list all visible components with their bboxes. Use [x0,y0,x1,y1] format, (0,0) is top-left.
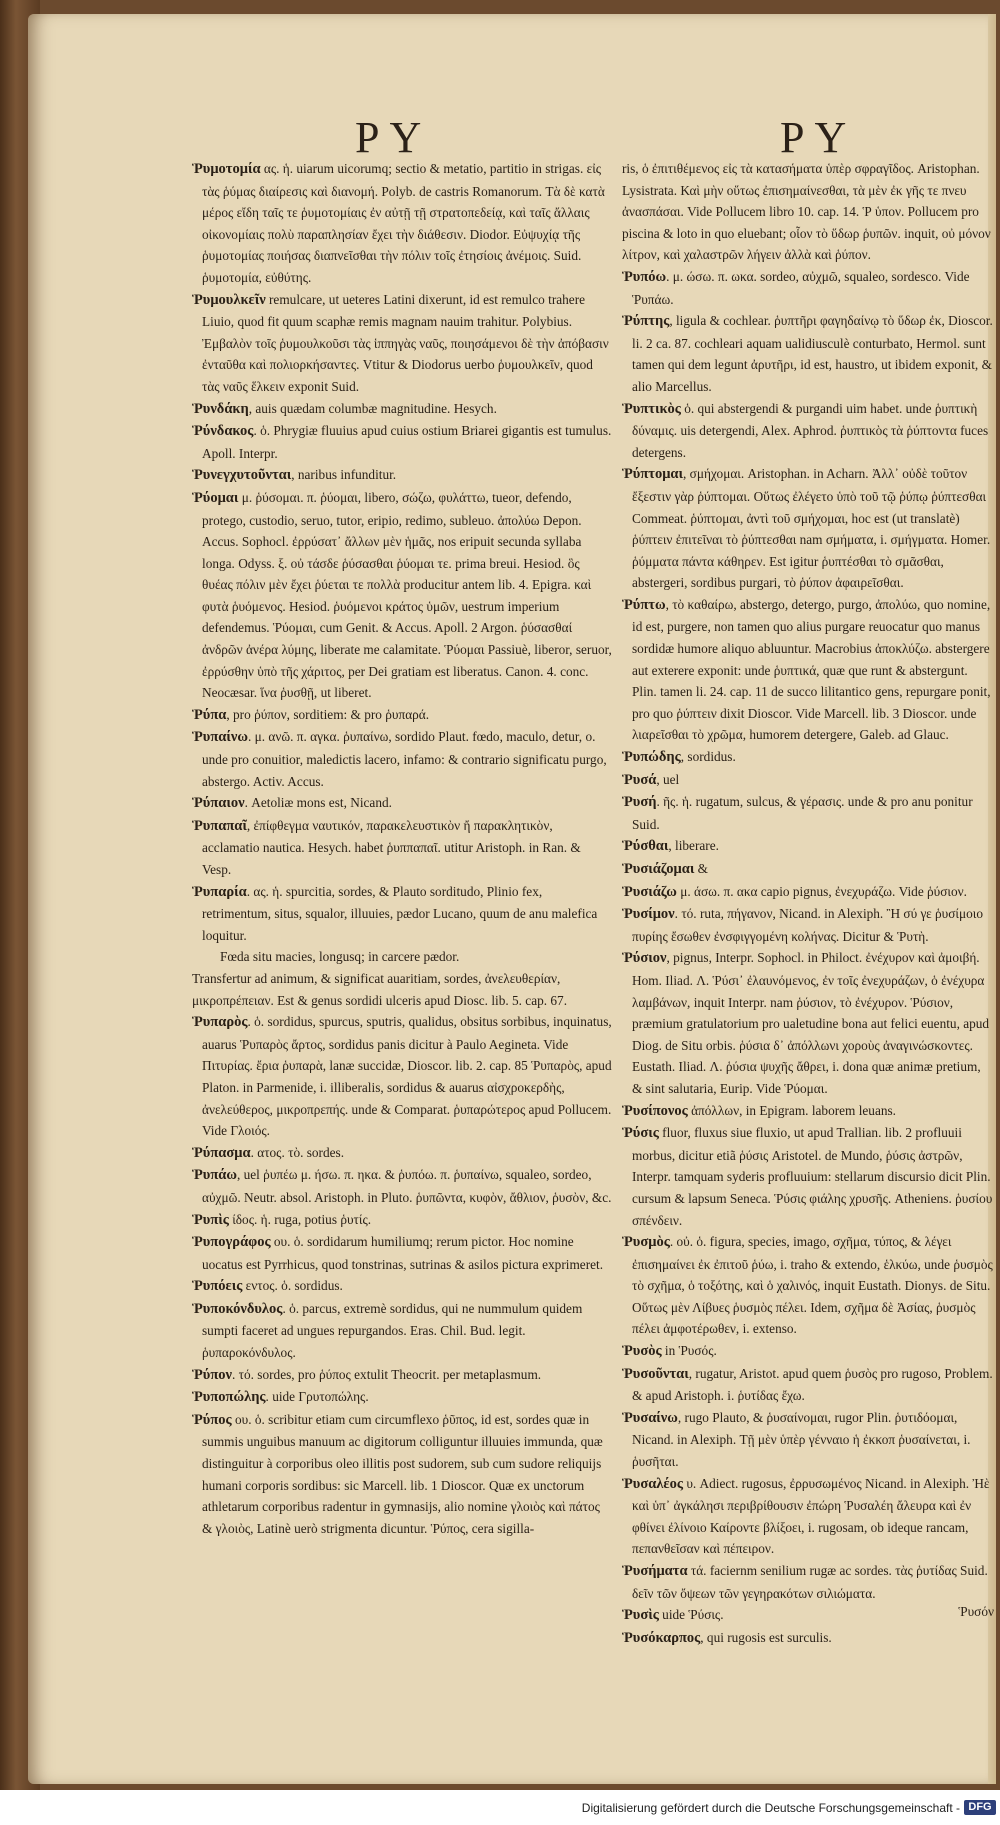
entry-headword: Ῥυπαίνω [192,729,248,746]
entry-text: ris, ὁ ἐπιτιθέμενος εἰς τὰ κατασήματα ὑπὲρ σφραγῖδος. Aristophan. Lysistrata. Καὶ μὴν οὕτως ἐπισημαίνεσθαι, τὰ μὲν ἐκ γῆς τε πνευ ἀνασπάσαι. Vide Pollucem libro 10. cap. 14. Ῥ ὑπον. Pollucem pro piscina & loto in quo eluebant; οἷον τὸ ὕδωρ ῥυπῶν. inquit, οὐ μόνον λίτρον, καὶ χαλαστρῶν λήγειν ἀλλὰ καὶ ῥύπον. [622,161,991,263]
funding-credit: Digitalisierung gefördert durch die Deutsche Forschungsgemeinschaft - [581,1801,960,1815]
entry-headword: Ῥύσιον [622,950,667,967]
entry-headword: Ῥυμουλκεῖν [192,291,266,308]
entry-text: , uel ῥυπέω μ. ήσω. π. ηκα. & ῥυπόω. π. ῥυπαίνω, squaleo, sordeo, αὐχμῶ. Neutr. absol. Aristoph. in Pluto. ῥυπῶντα, κυφὸν, ἄθλιον, ῥυσὸν, &c. [202,1167,612,1205]
entry-headword: Ῥυσιάζομαι [622,861,695,877]
entry-text: , τὸ καθαίρω, abstergo, detergo, purgo, ἀπολύω, quo nomine, id est, purgere, non tamen quo alius purgare reuocatur quo manus sordidæ humore aliquo abluuntur. Macrobius ἀποκλύζω. abstergere aut exterere exponit: unde ῥυπτικά, quæ que runt & abstergunt. Plin. tamen li. 24. cap. 11 de succo lilitantico gens, repurgare ponit, pro quo ῥύπτειν dixit Dioscor. Vide Marcell. lib. 3 Dioscor. unde λιαρεῖσθαι τὸ χρῶμα, humorem detergere, Galeb. ad Glauc. [632,596,991,743]
entry-text: , pro ῥύπον, sorditiem: & pro ῥυπαρά. [226,706,430,722]
entry-headword: Ῥυσίπονος [622,1102,688,1119]
dictionary-entry [192,946,612,968]
entry-text: μ. ῥύσομαι. π. ῥύομαι, libero, σώζω, φυλάττω, tueor, defendo, protego, custodio, seruo, tutor, eripio, redimo, subleuo. ἀπολύω Depon. Accus. Sophocl. ἐρρύσατ᾽ ἄλλων μὲν ἡμᾶς, nos eripuit secunda syllaba longa. Odyss. ξ. οὐ τάσδε ῥύσασθαι ῥύομαι τε. prima breui. Hesiod. ὃς θυέας πόλιν μὲν ἔχει ῥύεται τε πολλὰ producitur antem lib. 4. Epigra. καὶ φυτὰ ῥυόμενος. Hesiod. ῥυόμενοι κράτος ὑμῶν, uestrum imperium defendemus. Ῥύομαι, cum Genit. & Accus. Apoll. 2 Argon. ῥύσασθαί ἀνδρῶν ἀνέρα λύμης, liberate me calamitate. Ῥύομαι Passiuè, liberor, seruor, ἐρρύσθην ὑπὸ τῆς χάριτος, per Dei gratiam est liberatus. Canon. 4. conc. Neocæsar. ἵνα ῥυσθῇ, ut liberet. [202,489,612,701]
entry-text: , σμήχομαι. Aristophan. in Acharn. Ἀλλ᾽ οὐδὲ τοῦτον ἔξεστιν γὰρ ῥύπτομαι. Οὕτως ἐλέγετο ὑπὸ τοῦ τῷ ῥύπῳ ῥύπτεσθαι Commeat. ῥύπτομαι, ἀντὶ τοῦ σμήχομαι, hoc est (ut translatè) ῥύπτειν ἐπιτεῖναι τὸ ῥύπτεσθαι nam σμήματα, i. σμήγματα. Homer. ῥύμματα πάντα κάθηρεν. Est igitur ῥυπτέσθαι τὸ σμᾶσθαι, abstergeri, sordibus purgari, τὸ ῥύπον ἀφαιρεῖσθαι. [632,466,991,591]
dictionary-entry [622,1407,994,1473]
entry-text: in Ῥυσός. [661,1343,717,1359]
dictionary-entry [192,792,612,815]
dictionary-entry [622,903,994,947]
dictionary-entry [622,398,994,464]
entry-headword: Ῥύσις [622,1125,659,1142]
entry-text: ου. ὁ. sordidarum humiliumq; rerum pictor. Hoc nomine uocatus est Pyrrhicus, quod tonstrinas, sutrinas & asilos pictura exprimeret. [202,1234,604,1272]
dictionary-entry [622,310,994,397]
entry-text: εντος. ὁ. sordidus. [242,1278,343,1294]
dictionary-entry [192,1209,612,1232]
entry-headword: Ῥυνεγχυτοῦνται [192,467,292,484]
entry-headword: Ῥύπτω [622,596,666,613]
entry-headword: Ῥυπόεις [192,1278,243,1295]
running-header-right: PY [780,113,857,162]
entry-headword: Ῥύπτομαι [622,466,684,483]
dictionary-entry [192,420,612,464]
entry-headword: Ῥυπὶς [192,1211,229,1228]
entry-headword: Ῥυνδάκη [192,400,249,417]
entry-headword: Ῥύπαιον [192,795,245,812]
dictionary-entry [622,1100,994,1123]
dictionary-entry [622,1627,994,1650]
left-column [192,158,612,1539]
dictionary-entry [622,1473,994,1560]
entry-text: , ἐπίφθεγμα ναυτικόν, παρακελευστικὸν ἤ παρακλητικὸν, acclamatio nautica. Hesych. habet ῥυππαπαῖ. utitur Aristoph. in Ran. & Vesp. [202,817,581,877]
entry-headword: Ῥυπόω [622,268,667,285]
entry-headword: Ῥύπος [192,1411,232,1428]
dfg-logo: DFG [964,1800,996,1815]
dictionary-entry [622,1363,994,1407]
entry-headword: Ῥυσήματα [622,1563,688,1579]
dictionary-entry [622,769,994,792]
dictionary-entry [192,1298,612,1364]
entry-headword: Ῥύομαι [192,489,239,506]
entry-headword: Ῥυσιάζω [622,883,677,900]
entry-text: ου. ὁ. scribitur etiam cum circumflexo ῥῦπος, id est, sordes quæ in summis unguibus manuum ac digitorum colliguntur illuuies immunda, quæ distinguitur à corporibus oleo illitis post sudorem, sub cum sudore reliquijs humani corporis sordibus: sic Marcell. lib. 1 Dioscor. Quæ ex unctorum athletarum corporibus radentur in gymnasijs, alio nomine γλοιὸς καὶ πάτος & γλοιὸς, Latinè uerò strigmenta dicuntur. Ῥύπος, cera sigilla- [202,1411,603,1536]
entry-headword: Ῥυμοτομία [192,161,261,177]
entry-headword: Ῥυσοῦνται [622,1365,689,1382]
entry-headword: Ῥυσὸς [622,1343,662,1360]
dictionary-entry [192,1275,612,1298]
catchword: Ῥυσόν [958,1604,994,1619]
entry-text: , qui rugosis est surculis. [700,1629,832,1645]
dictionary-entry [192,487,612,704]
right-column [622,158,994,1649]
dictionary-entry [622,1122,994,1231]
entry-text: . ῆς. ἡ. rugatum, sulcus, & γέρασις. unde & pro anu ponitur Suid. [632,794,973,832]
entry-text: , naribus infunditur. [291,467,397,483]
entry-headword: Ῥυσά [622,771,657,788]
dictionary-entry [192,1011,612,1142]
dictionary-entry [622,1560,994,1604]
dictionary-entry [622,746,994,769]
dictionary-entry [622,947,994,1099]
running-header-left: PY [355,113,432,162]
entry-headword: Ῥυπτικὸς [622,400,681,417]
dictionary-entry [192,1164,612,1208]
dictionary-entry [192,704,612,727]
entry-text: . οὐ. ὁ. figura, species, imago, σχῆμα, τύπος, & λέγει ἐπισημαίνει ἐκ ἐπιτοῦ ῥύω, i. traho & extendo, ἑλκύω, unde ῥυσμὸς τὸ σχῆμα, ὁ τοξότης, καὶ ὁ χαλινός, inquit Eustath. Dionys. de Situ. Οὕτως μὲν Λίβυες ῥυσμὸς πέλει. Idem, σχῆμα δὲ Ἀσίας, ῥυσμὸς πέλει ἀμφοτέρωθεν, i. extenso. [632,1234,993,1337]
dictionary-entry [192,289,612,398]
entry-text: υ. Adiect. rugosus, ἐρρυσωμένος Nicand. in Alexiph. Ἠὲ καὶ ὑπ᾽ ἀγκάλησι περιβρίθουσιν ἐπώρη Ῥυσαλέη ἄλευρα καὶ ἐν φθίνει ἐλίνοιο Καίροντε βλίξοει, i. rugosam, ob ideque rancam, πεπανθεῖσαν καὶ πέπειρον. [632,1475,990,1557]
dictionary-entry [622,835,994,858]
entry-text: , rugo Plauto, & ῥυσαίνομαι, rugor Plin. ῥυτιδόομαι, Nicand. in Alexiph. Τῇ μὲν ὑπὲρ γένναιο ἡ ἐκκοπ ῥυσαίνεται, i. ῥυσῆται. [632,1409,971,1470]
entry-text: ίδος. ἡ. ruga, potius ῥυτίς. [228,1211,372,1227]
entry-headword: Ῥυσή [622,794,657,811]
entry-headword: Ῥύσθαι [622,838,669,855]
dictionary-entry [192,1386,612,1409]
entry-text: Transfertur ad animum, & significat auaritiam, sordes, ἀνελευθερίαν, μικροπρέπειαν. Est & genus sordidi ulceris apud Diosc. lib. 5. cap. 67. [192,970,568,1008]
dictionary-entry [622,1231,994,1340]
dictionary-entry [192,1409,612,1540]
dictionary-entry [622,881,994,904]
entry-text: . ατος. τὸ. sordes. [250,1144,345,1160]
entry-text: , pignus, Interpr. Sophocl. in Philoct. ἐνέχυρον καὶ ἀμοιβή. Hom. Iliad. Λ. Ῥύσι᾽ ἐλαυνόμενος, ἐν τοῖς ἐνεχυράζων, ὁ ἐνέχυρα λαμβάνων, inquit Interpr. nam ῥύσιον, τὸ ἐνέχυρον. Ῥύσιον, præmium gratulatorium pro ualetudine bona aut felici euentu, apud Diog. de Situ orbis. ῥύσια δ᾽ ἀπόλλωνι χοροὺς ἀναγινώσκοντες. Eustath. Iliad. Λ. ῥύσια ψυχῆς ἄθρει, i. dona quæ animæ pretium, & sint salutaria, Eurip. Vide Ῥύομαι. [632,950,990,1096]
entry-text: . ας. ἡ. spurcitia, sordes, & Plauto sorditudo, Plinio fex, retrimentum, situs, squalor, illuuies, pædor Lucano, quum de anu malefica loquitur. [202,883,598,943]
entry-text: . uide Γρυτοπώλης. [265,1389,369,1405]
entry-headword: Ῥύπον [192,1366,233,1383]
entry-headword: Ῥυπογράφος [192,1234,271,1251]
dictionary-entry [622,594,994,746]
entry-headword: Ῥύπα [192,706,227,723]
entry-headword: Ῥυσόκαρπος [622,1629,701,1646]
entry-text: ας. ἡ. uiarum uicorumq; sectio & metatio, partitio in strigas. εἰς τὰς ῥύμας διαίρεσις καὶ διανομή. Polyb. de castris Romanorum. Τὰ δὲ κατὰ μέρος εἴδη ταῖς τε ῥυμοτομίαις ἐν αὐτῇ τῇ στρατοπεδείᾳ, καὶ ταῖς ἄλλαις οἰκονομίαις πολὺ παραπλησίαν ἔχει τὴν διάθεσιν. Diodor. Εὐψυχίᾳ τῆς ῥυμοτομίας ποιήσας διαπνεῖσθαι τὴν πόλιν τοῖς ἐτησίοις ἀνέμοις. Suid. ῥυμοτομία, εὐθύτης. [202,161,605,285]
entry-headword: Ῥυσαλέος [622,1475,683,1492]
entry-headword: Ῥυποκόνδυλος [192,1300,283,1317]
entry-text: , sordidus. [680,749,736,765]
dictionary-entry [192,726,612,792]
entry-text: . ὁ. parcus, extremè sordidus, qui ne nummulum quidem sumpti faceret ad ungues repurgandos. Eras. Chil. Bud. legit. ῥυπαροκόνδυλος. [202,1300,583,1361]
entry-text: , liberare. [668,838,719,854]
dictionary-entry [192,881,612,947]
entry-text: . ὁ. Phrygiæ fluuius apud cuius ostium Briarei gigantis est tumulus. Apoll. Interpr. [202,423,612,461]
entry-headword: Ῥύπασμα [192,1144,251,1161]
entry-headword: Ῥυσαίνω [622,1409,678,1426]
entry-text: uide Ῥύσις. [658,1607,724,1623]
entry-headword: Ῥυπώδης [622,749,681,766]
entry-text: , rugatur, Aristot. apud quem ῥυσὸς pro rugoso, Problem. & apud Aristoph. i. ῥυτίδας ἔχω. [632,1365,993,1404]
entry-headword: Ῥυπαπαῖ [192,817,247,834]
entry-headword: Ῥυσίμον [622,906,675,923]
dictionary-entry [622,1604,994,1627]
dictionary-entry [192,968,612,1011]
dictionary-entry [192,464,612,487]
footer-bar [0,1790,1000,1825]
entry-headword: Ῥυπάω [192,1167,237,1184]
entry-headword: Ῥυπαρὸς [192,1014,248,1031]
entry-text: . ὁ. sordidus, spurcus, sputris, qualidus, obsitus sorbibus, inquinatus, auarus Ῥυπαρὸς ἄρτος, sordidus panis dicitur à Paulo Aegineta. Vide Πιτυρίας. ἔρια ῥυπαρὰ, lanæ succidæ, Dioscor. lib. 2. cap. 85 Ῥυπαρὸς, apud Platon. in Parmenide, i. illiberalis, sordidus & auarus αἰσχροκερδὴς, ἀνελεύθερος, μικροπρεπής. unde & Comparat. ῥυπαρώτερος apud Pollucem. Vide Γλοιός. [202,1014,612,1139]
entry-headword: Ῥυσμὸς [622,1234,670,1251]
entry-text: . μ. ώσω. π. ωκα. sordeo, αὐχμῶ, squaleo, sordesco. Vide Ῥυπάω. [632,268,970,307]
entry-text: . τό. ruta, πήγανον, Nicand. in Alexiph. Ἢ σύ γε ῥυσίμοιο πυρίης ἔσωθεν ἐνσφιγγομένη κολήνας. Dicitur & Ῥυτὴ. [632,906,984,944]
entry-text: . μ. ανῶ. π. αγκα. ῥυπαίνω, sordido Plaut. fœdo, maculo, detur, ο. unde pro conuitior, maledictis lacero, infamo: & contrario significatu purgo, abstergo. Activ. Accus. [202,729,607,789]
entry-text: fluor, fluxus siue fluxio, ut apud Trallian. lib. 2 profluuii morbus, dicitur etiã ῥύσις Aristotel. de Mundo, ῥύσις ἀστρῶν, Interpr. tamquam syderis profluuium: stellarum discursio dicit Plin. cursum & lapsum Seneca. Ῥύσις φιάλης χρυσῆς. Atheniens. ῥυσίου σπένδειν. [632,1125,993,1228]
entry-text: , auis quædam columbæ magnitudine. Hesych. [248,400,497,416]
entry-text: ἀπόλλων, in Epigram. laborem leuans. [687,1102,897,1118]
entry-text: remulcare, ut ueteres Latini dixerunt, id est remulco trahere Liuio, quod fit quum scaphæ remis magnam nauim trahitur. Polybius. Ἐμβαλὸν τοῖς ῥυμουλκοῦσι τὰς ἱππηγὰς ναῦς, ποιησάμενοι δὲ τὴν ἀπόβασιν ἐνταῦθα καὶ πολιορκήσαντες. Vtitur & Diodorus uerbo ῥυμουλκεῖν, quod τὰς ναῦς ἕλκειν exponit Suid. [202,291,609,394]
dictionary-entry [622,1340,994,1363]
dictionary-entry [192,815,612,881]
dictionary-entry [622,463,994,594]
dictionary-entry [192,1231,612,1275]
dictionary-entry [192,1364,612,1387]
entry-headword: Ῥυπαρία [192,883,247,900]
entry-headword: Ῥυποπώλης [192,1389,266,1406]
entry-text: . τό. sordes, pro ῥύπος extulit Theocrit. per metaplasmum. [232,1366,542,1382]
dictionary-entry [192,1142,612,1165]
entry-text: ὁ. qui abstergendi & purgandi uim habet. unde ῥυπτικὴ δύναμις. uis detergendi, Alex. Aphrod. ῥυπτικὸς τὰ ῥύπτοντα fuces detergens. [632,400,989,460]
entry-text: Fœda situ macies, longusq; in carcere pædor. [220,949,460,965]
dictionary-entry [622,266,994,310]
dictionary-entry [622,858,994,881]
dictionary-entry [622,791,994,835]
dictionary-entry [192,158,612,289]
entry-text: . Aetoliæ mons est, Nicand. [244,795,392,811]
entry-text: , ligula & cochlear. ῥυπτῆρι φαγηδαίνῳ τὸ ὕδωρ ἐκ, Dioscor. li. 2 ca. 87. cochleari aquam ualidiusculè conturbato, Hermol. sunt tamen qui dem legunt ἀρυτῆρι, id est, haustro, ut ibidem exponit, & alio Marcellus. [632,313,993,394]
dictionary-entry [622,158,994,266]
entry-text: μ. άσω. π. ακα capio pignus, ἐνεχυράζω. Vide ῥύσιον. [676,883,967,899]
entry-headword: Ῥύπτης [622,313,670,330]
entry-headword: Ῥύνδακος [192,423,254,440]
entry-headword: Ῥυσὶς [622,1607,659,1624]
entry-text: & [694,861,709,876]
entry-text: , uel [656,771,680,787]
dictionary-entry [192,398,612,421]
entry-text: τά. faciernm senilium rugæ ac sordes. τὰς ῥυτίδας Suid. δεῖν τῶν ὄψεων τῶν γεγηρακότων σιλιώματα. [632,1563,988,1601]
